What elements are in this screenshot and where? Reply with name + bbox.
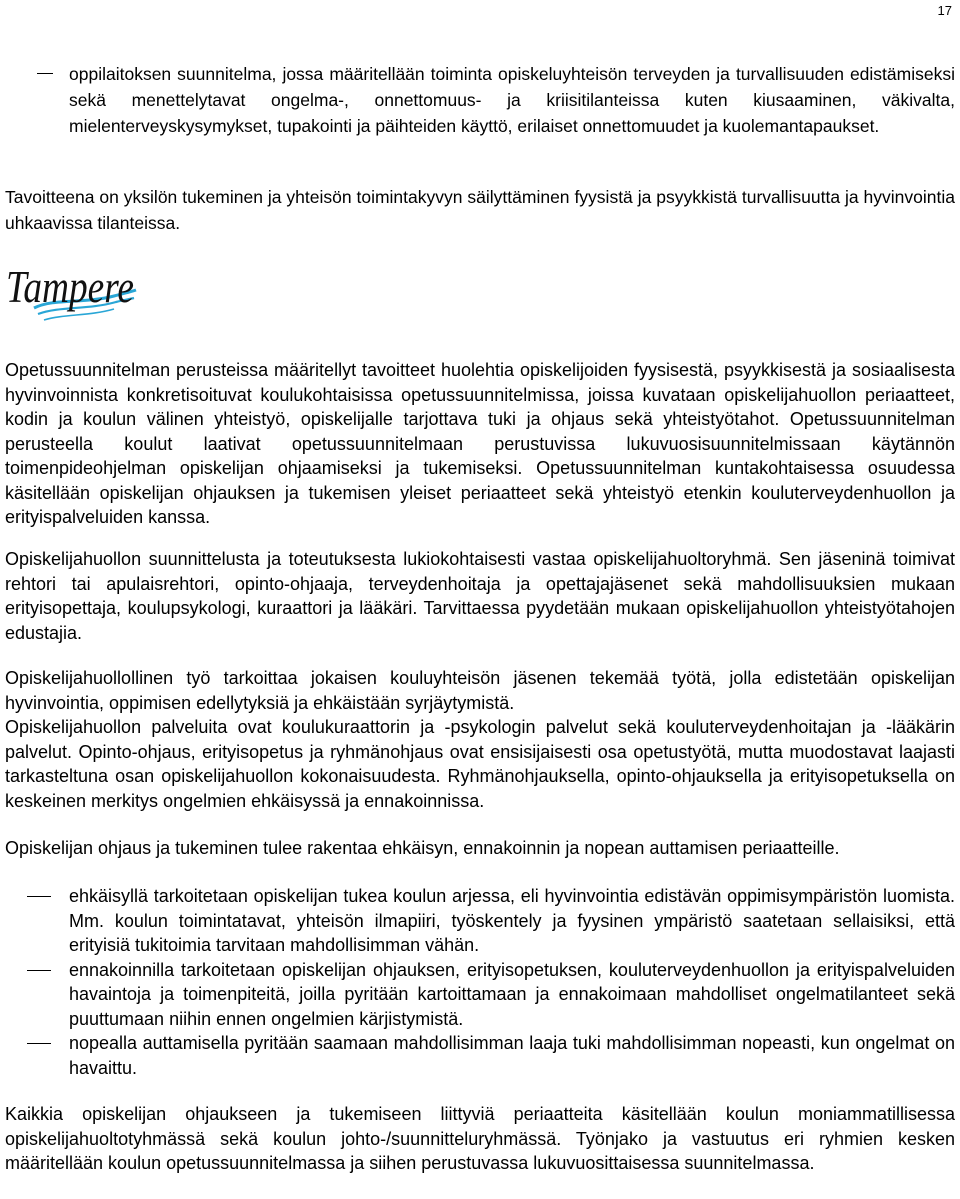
paragraph-section-3: [5, 666, 955, 813]
paragraph-section-1: [5, 358, 955, 530]
logo-wordmark: Tampere: [6, 261, 134, 312]
paragraph: Opetussuunnitelman perusteissa määritellyt tavoitteet huolehtia opiskelijoiden fyysisestä, psyykkisestä ja sosiaalisesta hyvinvoinnista konkretisoituvat koulukohtaisissa opetussuunnitelmissa, joissa kuvataan opiskelijahuollon periaatteet, kodin ja koulun välinen yhteistyö, opiskelijalle tarjottava tuki ja ohjaus sekä yhteistyötahot. Opetussuunnitelman perusteella koulut laativat opetussuunnitelmaan perustuvissa lukuvuosisuunnitelmissaan käytännön toimenpideohjelman opiskelijan ohjaamiseksi ja tukemiseksi. Opetussuunnitelman kuntakohtaisessa osuudessa käsitellään opiskelijan ohjauksen ja tukemisen yleiset periaatteet sekä yhteistyö etenkin kouluterveydenhuollon ja erityispalveluiden kanssa.: [5, 360, 955, 527]
top-list-section: [5, 61, 955, 139]
goal-section: [5, 184, 955, 236]
closing-section: [5, 1102, 955, 1176]
list-item: ennakoinnilla tarkoitetaan opiskelijan ohjauksen, erityisopetuksen, kouluterveydenhuollon ja erityispalveluiden havaintoja ja toimenpiteitä, joilla pyritään kartoittamaan ja ennakoimaan mahdolliset ongelmatilanteet sekä puuttumaan niihin ennen ongelmien kärjistymistä.: [5, 958, 955, 1032]
page-number: 17: [937, 3, 952, 18]
support-list-section: [5, 884, 955, 1080]
paragraph: Opiskelijan ohjaus ja tukeminen tulee rakentaa ehkäisyn, ennakoinnin ja nopean auttamisen periaatteille.: [5, 838, 840, 858]
tampere-logo: [4, 252, 138, 332]
paragraph: Opiskelijahuollollinen työ tarkoittaa jokaisen kouluyhteisön jäsenen tekemää työtä, jolla edistetään opiskelijan hyvinvointia, oppimisen edellytyksiä ja ehkäistään syrjäytymistä.: [5, 668, 955, 713]
list-item: nopealla auttamisella pyritään saamaan mahdollisimman laaja tuki mahdollisimman nopeasti, kun ongelmat on havaittu.: [5, 1031, 955, 1080]
top-list: [5, 61, 955, 139]
dash-bullet: [37, 73, 53, 74]
paragraph: Opiskelijahuollon suunnittelusta ja toteutuksesta lukiokohtaisesti vastaa opiskelijahuoltoryhmä. Sen jäseninä toimivat rehtori tai apulaisrehtori, opinto-ohjaaja, terveydenhoitaja ja opettajajäsenet sekä mahdollisuuksien mukaan erityisopettaja, koulupsykologi, kuraattori ja lääkäri. Tarvittaessa pyydetään mukaan opiskelijahuollon yhteistyötahojen edustajia.: [5, 549, 955, 643]
dash-bullet: [27, 1043, 51, 1044]
paragraph: Opiskelijahuollon palveluita ovat koulukuraattorin ja -psykologin palvelut sekä kouluterveydenhoitajan ja -lääkärin palvelut. Opinto-ohjaus, erityisopetus ja ryhmänohjaus ovat ensisijaisesti osa opetustyötä, mutta muodostavat laajasti tarkasteltuna osan opiskelijahuollon kokonaisuudesta. Ryhmänohjauksella, opinto-ohjauksella ja erityisopetuksella on keskeinen merkitys ongelmien ehkäisyssä ja ennakoinnissa.: [5, 717, 955, 811]
paragraph-section-2: [5, 547, 955, 645]
dash-bullet: [27, 970, 51, 971]
dash-bullet: [27, 896, 51, 897]
closing-paragraph: Kaikkia opiskelijan ohjaukseen ja tukemiseen liittyviä periaatteita käsitellään koulun moniammatillisessa opiskelijahuoltotyhmässä sekä koulun johto-/suunnitteluryhmässä. Työnjako ja vastuutus eri ryhmien kesken määritellään koulun opetussuunnitelmassa ja siihen perustuvassa lukuvuosittaisessa suunnitelmassa.: [5, 1104, 955, 1173]
support-list: [5, 884, 955, 1080]
paragraph-section-4: [5, 836, 955, 861]
goal-paragraph: Tavoitteena on yksilön tukeminen ja yhteisön toimintakyvyn säilyttäminen fyysistä ja psyykkistä turvallisuutta ja hyvinvointia uhkaavissa tilanteissa.: [5, 187, 955, 233]
list-item: ehkäisyllä tarkoitetaan opiskelijan tukea koulun arjessa, eli hyvinvointia edistävän oppimisympäristön luomista. Mm. koulun toimintatavat, yhteisön ilmapiiri, työskentely ja fyysinen ympäristö saatetaan sellaisiksi, että erityisiä tukitoimia tarvitaan mahdollisimman vähän.: [5, 884, 955, 958]
list-item: oppilaitoksen suunnitelma, jossa määritellään toiminta opiskeluyhteisön terveyden ja turvallisuuden edistämiseksi sekä menettelytavat ongelma-, onnettomuus- ja kriisitilanteissa kuten kiusaaminen, väkivalta, mielenterveyskysymykset, tupakointi ja päihteiden käyttö, erilaiset onnettomuudet ja kuolemantapaukset.: [5, 61, 955, 139]
